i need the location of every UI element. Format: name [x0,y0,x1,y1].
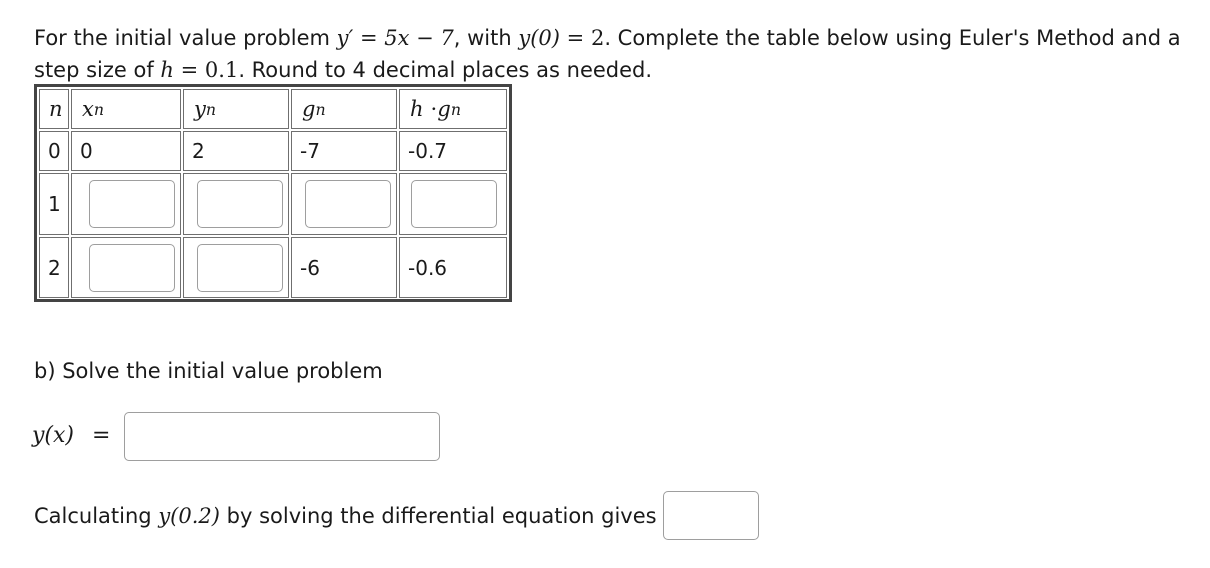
step-size-symbol: h [160,58,174,82]
header-g-text: g [302,97,316,121]
calc-text-2: by solving the differential equation gives [219,504,657,528]
cell-n-1: 1 [39,173,69,235]
header-h-text: h ⋅ [410,97,438,121]
equals-sign: = [173,58,205,82]
header-hg-g-text: g [437,97,451,121]
cell-hg-2: -0.6 [399,237,507,298]
ode-lhs: y′ [336,26,354,50]
input-x-2[interactable] [89,244,175,292]
input-g-1[interactable] [305,180,391,228]
cell-x-0: 0 [71,131,181,171]
header-hgn [399,89,507,129]
header-yn [183,89,289,129]
problem-statement [34,22,1194,86]
input-hg-1[interactable] [411,180,497,228]
header-g-sub: n [315,99,326,119]
header-xn [71,89,181,129]
input-y-1[interactable] [197,180,283,228]
header-x-text: x [82,97,94,121]
cell-hg-0: -0.7 [399,131,507,171]
cell-n-0: 0 [39,131,69,171]
equals-sign: = [353,26,385,50]
header-n-text: n [49,97,63,121]
problem-text-4: . Round to 4 decimal places as needed. [238,58,653,82]
cell-n-2: 2 [39,237,69,298]
header-x-sub: n [93,99,104,119]
header-gn [291,89,397,129]
step-size-value: 0.1 [204,58,239,82]
cell-y-0: 2 [183,131,289,171]
yx-equals: = [92,423,111,448]
cell-g-0: -7 [291,131,397,171]
header-hg-sub: n [450,99,461,119]
calc-expression: y(0.2) [158,504,220,528]
yx-label: y(x) [32,423,75,448]
calc-text [34,501,657,531]
euler-table [34,84,512,302]
header-y-sub: n [205,99,217,119]
initial-condition-rhs: 2 [590,26,605,50]
input-x-1[interactable] [89,180,175,228]
input-y-2[interactable] [197,244,283,292]
ode-rhs: 5x − 7 [384,26,454,50]
calc-text-1: Calculating [34,504,159,528]
cell-g-2: -6 [291,237,397,298]
problem-text-3: . Complete the table below using Euler's Method and a step size of [34,26,1181,82]
problem-text-2: , with [453,26,519,50]
y-at-0.2-input[interactable] [663,491,759,540]
problem-text-1: For the initial value problem [34,26,337,50]
part-b-label: b) Solve the initial value problem [34,359,383,383]
header-y-text: y [194,97,206,121]
initial-condition-lhs: y(0) [518,26,560,50]
solution-input[interactable] [124,412,440,461]
equals-sign: = [559,26,591,50]
header-n [39,89,69,129]
